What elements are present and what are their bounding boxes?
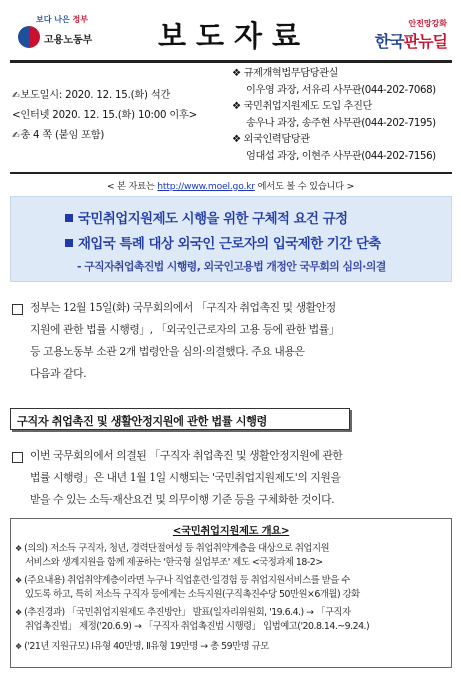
- sub-headline: - 구직자취업촉진법 시행령, 외국인고용법 개정안 국무회의 심의·의결: [77, 260, 386, 273]
- page-count: 총 4 쪽 (붙임 포함): [20, 130, 105, 141]
- section-title: 구직자 취업촉진 및 생활안정지원에 관한 법률 시행령: [10, 408, 350, 430]
- newdeal-tag: 안전망강화: [408, 19, 447, 28]
- para-line: 다음과 같다.: [30, 367, 87, 380]
- ministry-name: 고용노동부: [44, 35, 93, 46]
- overview-item: ❖ (주요내용) 취업취약계층이라면 누구나 직업훈련·일경험 등 취업지원서비스를 받을 수 있도록 하고, 특히 저소득 구직자 등에게는 소득지원(구직촉진수당 50만원×6개월) 강화: [15, 575, 360, 600]
- contact-dept: ❖ 국민취업지원제도 도입 추진단: [232, 101, 372, 112]
- headline-2: 재입국 특례 대상 외국인 근로자의 입국제한 기간 단축: [65, 233, 381, 252]
- release-time: 보도일시: 2020. 12. 15.(화) 석간: [20, 90, 171, 101]
- intro-paragraph: [30, 297, 458, 385]
- diamond-bullet-icon: ❖: [15, 576, 22, 585]
- taegeuk-icon: [18, 26, 40, 48]
- pencil-icon: ✍: [12, 131, 20, 141]
- overview-item: ❖ ('21년 지원규모) Ⅰ유형 40만명, Ⅱ유형 19만명 → 총 59만명 규모: [15, 641, 269, 652]
- newdeal-logo: [375, 18, 447, 52]
- meta-divider: [10, 172, 452, 174]
- newdeal-name: 한국판뉴딜: [374, 32, 447, 51]
- square-bullet-icon: [65, 239, 73, 247]
- contact-dept: ❖ 외국인력담당관: [232, 134, 310, 145]
- contact-person: 엄대섭 과장, 이현주 사무관(044-202-7156): [246, 150, 436, 162]
- headline-box: [10, 196, 452, 282]
- square-bullet-icon: [65, 214, 73, 222]
- body-paragraph: [30, 445, 458, 511]
- overview-item: ❖ (추진경과) 「국민취업지원제도 추진방안」 발표(일자리위원회, '19.6.4.) → 「구직자 취업촉진법」 제정('20.6.9) → 「구직자 취업촉진법 시행령」 입법예고('20.8.14.~9.24.): [15, 607, 370, 632]
- page-title: 보도자료: [158, 19, 311, 53]
- para-line: 이번 국무회의에서 의결된 「구직자 취업촉진 및 생활안정지원에 관한: [30, 449, 343, 462]
- header-divider: [10, 60, 452, 63]
- release-note: <인터넷 2020. 12. 15.(화) 10:00 이후>: [12, 110, 197, 121]
- para-line: 법률 시행령」은 내년 1월 1일 시행되는 '국민취업지원제도'의 지원을: [30, 471, 341, 484]
- overview-item: ❖ (의의) 저소득 구직자, 청년, 경력단절여성 등 취업취약계층을 대상으로 취업지원 서비스와 생계지원을 함께 제공하는 '한국형 실업부조' 제도 <국정과제 18-2>: [15, 543, 330, 568]
- overview-box: [10, 518, 452, 668]
- diamond-bullet-icon: ❖: [15, 608, 22, 617]
- diamond-bullet-icon: ❖: [15, 544, 22, 553]
- headline-1: 국민취업지원제도 시행을 위한 구체적 요건 규정: [65, 208, 348, 227]
- moel-logo: [18, 14, 118, 54]
- header: [0, 0, 461, 60]
- web-notice: < 본 자료는 http://www.moel.go.kr 에서도 볼 수 있습니다 >: [106, 181, 355, 192]
- para-line: 등 고용노동부 소관 2개 법령안을 심의·의결했다. 주요 내용은: [30, 345, 305, 358]
- para-line: 정부는 12월 15일(화) 국무회의에서 「구직자 취업촉진 및 생활안정: [30, 301, 336, 314]
- checkbox-bullet-icon: [12, 452, 23, 463]
- contact-list: [232, 66, 436, 165]
- contact-dept: ❖ 규제개혁법무담당관실: [232, 68, 338, 79]
- para-line: 받을 수 있는 소득·재산요건 및 의무이행 기준 등을 구체화한 것이다.: [30, 493, 335, 506]
- contact-person: 송우나 과장, 송주현 사무관(044-202-7195): [246, 117, 436, 129]
- release-info: [12, 86, 197, 146]
- pencil-icon: ✍: [12, 91, 20, 101]
- contact-person: 이우영 과장, 서유리 사무관(044-202-7068): [246, 84, 436, 96]
- diamond-bullet-icon: ❖: [15, 642, 22, 651]
- overview-title: <국민취업지원제도 개요>: [172, 525, 290, 537]
- checkbox-bullet-icon: [12, 304, 23, 315]
- moel-link[interactable]: http://www.moel.go.kr: [157, 181, 255, 192]
- para-line: 지원에 관한 법률 시행령」, 「외국인근로자의 고용 등에 관한 법률」: [30, 323, 340, 336]
- slogan: 보다 나은 정부: [36, 15, 88, 24]
